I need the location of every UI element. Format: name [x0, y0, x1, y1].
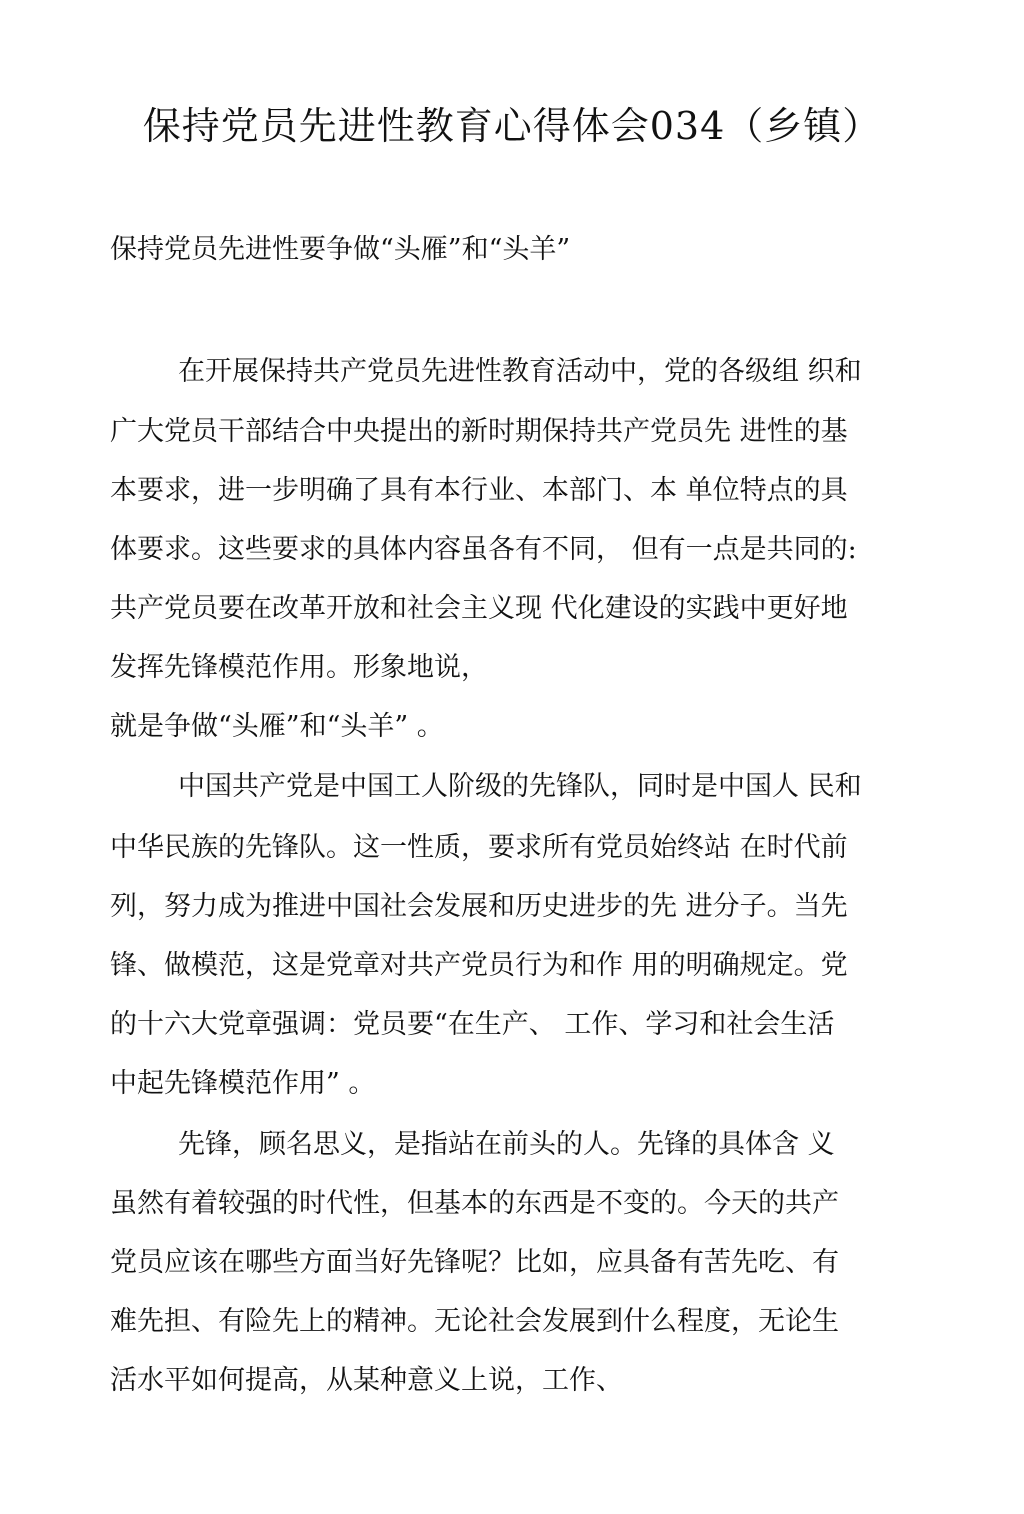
paragraph-2-line-1: 中国共产党是中国工人阶级的先锋队，同时是中国人 民和 [178, 771, 862, 802]
paragraph-1-line-6: 发挥先锋模范作用。形象地说， [110, 652, 488, 683]
paragraph-3-line-1: 先锋，顾名思义，是指站在前头的人。先锋的具体含 义 [178, 1129, 835, 1160]
paragraph-2-line-3: 列，努力成为推进中国社会发展和历史进步的先 进分子。当先 [110, 891, 848, 922]
paragraph-3-line-4: 难先担、有险先上的精神。无论社会发展到什么程度，无论生 [110, 1306, 839, 1337]
paragraph-3-line-3: 党员应该在哪些方面当好先锋呢？比如，应具备有苦先吃、有 [110, 1247, 839, 1278]
paragraph-1-line-7: 就是争做“头雁”和“头羊” 。 [110, 711, 444, 742]
paragraph-1-line-2: 广大党员干部结合中央提出的新时期保持共产党员先 进性的基 [110, 416, 848, 447]
paragraph-1-line-4: 体要求。这些要求的具体内容虽各有不同， 但有一点是共同的: [110, 534, 857, 565]
paragraph-3-line-5: 活水平如何提高，从某种意义上说，工作、 [110, 1365, 623, 1396]
paragraph-1-line-5: 共产党员要在改革开放和社会主义现 代化建设的实践中更好地 [110, 593, 848, 624]
paragraph-2-line-5: 的十六大党章强调：党员要“在生产、 工作、学习和社会生活 [110, 1009, 835, 1040]
paragraph-1-line-1: 在开展保持共产党员先进性教育活动中，党的各级组 织和 [178, 356, 862, 387]
paragraph-2-line-4: 锋、做模范，这是党章对共产党员行为和作 用的明确规定。党 [110, 950, 848, 981]
paragraph-1-line-3: 本要求，进一步明确了具有本行业、本部门、本 单位特点的具 [110, 475, 848, 506]
paragraph-2-line-2: 中华民族的先锋队。这一性质，要求所有党员始终站 在时代前 [110, 832, 848, 863]
document-subtitle: 保持党员先进性要争做“头雁”和“头羊” [110, 234, 571, 265]
paragraph-3-line-2: 虽然有着较强的时代性，但基本的东西是不变的。今天的共产 [110, 1188, 839, 1219]
document-title: 保持党员先进性教育心得体会034（乡镇） [142, 104, 882, 148]
paragraph-2-line-6: 中起先锋模范作用” 。 [110, 1068, 376, 1099]
